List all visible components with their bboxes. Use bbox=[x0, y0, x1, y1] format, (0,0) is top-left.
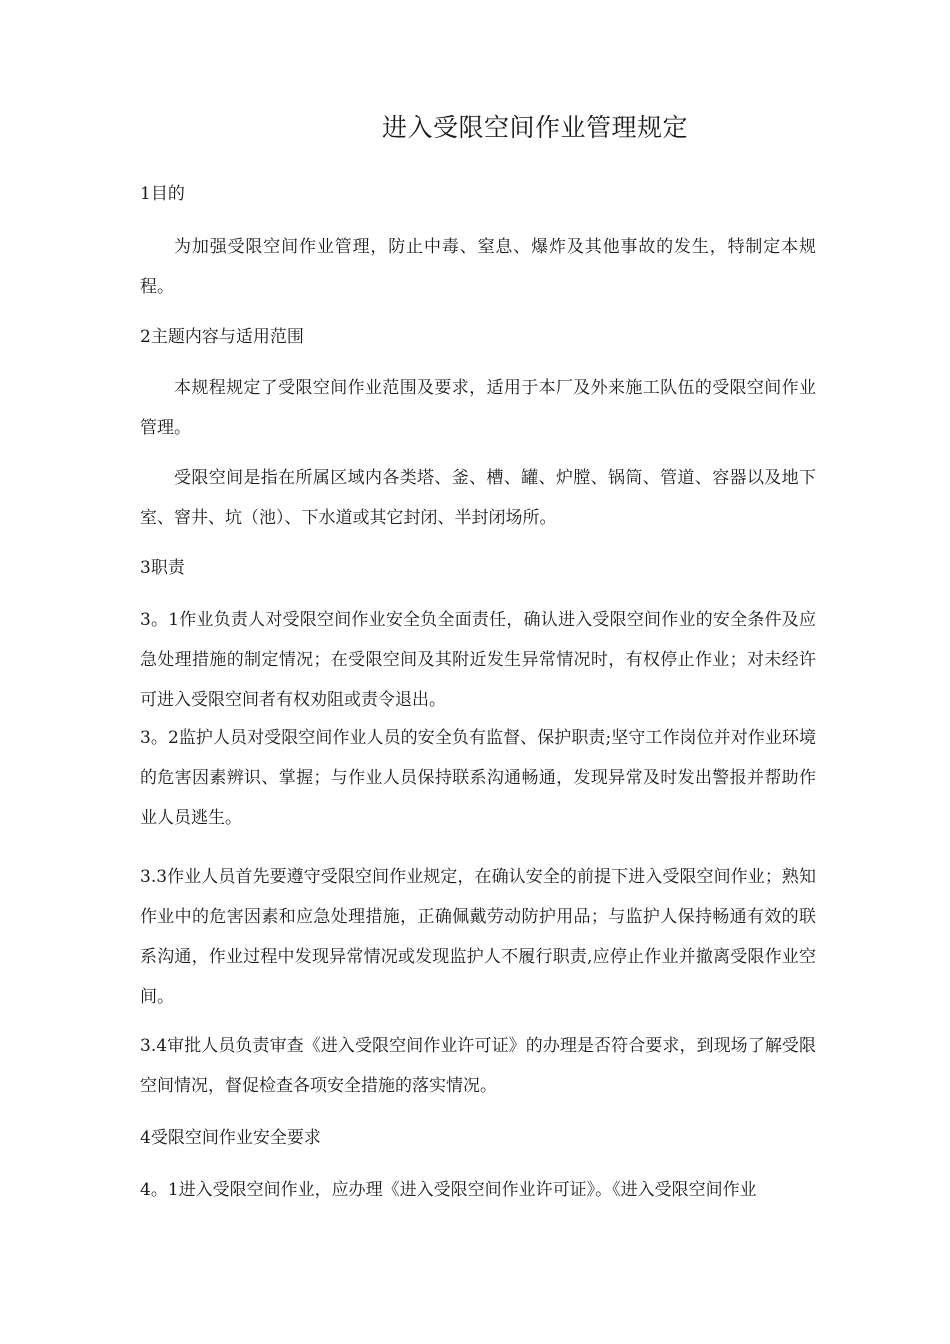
section-heading-safety-requirements: 4受限空间作业安全要求 bbox=[140, 1128, 321, 1148]
paragraph-3-2: 3。2监护人员对受限空间作业人员的安全负有监督、保护职责;坚守工作岗位并对作业环境的危害因素辨识、掌握；与作业人员保持联系沟通畅通，发现异常及时发出警报并帮助作业人员逃生。 bbox=[140, 728, 816, 828]
paragraph-3-1: 3。1作业负责人对受限空间作业安全负全面责任，确认进入受限空间作业的安全条件及应急处理措施的制定情况；在受限空间及其附近发生异常情况时，有权停止作业；对未经许可进入受限空间者有权劝阻或责令退出。 bbox=[140, 610, 816, 710]
section-heading-responsibilities: 3职责 bbox=[140, 558, 185, 578]
paragraph-4-1: 4。1进入受限空间作业，应办理《进入受限空间作业许可证》。《进入受限空间作业 bbox=[140, 1180, 757, 1200]
paragraph-3-4: 3.4审批人员负责审查《进入受限空间作业许可证》的办理是否符合要求，到现场了解受限空间情况，督促检查各项安全措施的落实情况。 bbox=[140, 1036, 816, 1096]
section-heading-purpose: 1目的 bbox=[140, 184, 185, 204]
paragraph-3-3: 3.3作业人员首先要遵守受限空间作业规定，在确认安全的前提下进入受限空间作业；熟知作业中的危害因素和应急处理措施，正确佩戴劳动防护用品；与监护人保持畅通有效的联系沟通，作业过程中发现异常情况或发现监护人不履行职责,应停止作业并撤离受限作业空间。 bbox=[140, 867, 816, 1007]
document-title: 进入受限空间作业管理规定 bbox=[381, 113, 688, 142]
paragraph-confined-space-definition: 受限空间是指在所属区域内各类塔、釜、槽、罐、炉膛、锅筒、管道、容器以及地下室、窨井、坑（池）、下水道或其它封闭、半封闭场所。 bbox=[140, 468, 816, 528]
paragraph-scope: 本规程规定了受限空间作业范围及要求，适用于本厂及外来施工队伍的受限空间作业管理。 bbox=[140, 378, 816, 438]
section-heading-scope: 2主题内容与适用范围 bbox=[140, 327, 304, 347]
paragraph-purpose: 为加强受限空间作业管理，防止中毒、窒息、爆炸及其他事故的发生，特制定本规程。 bbox=[140, 237, 816, 297]
